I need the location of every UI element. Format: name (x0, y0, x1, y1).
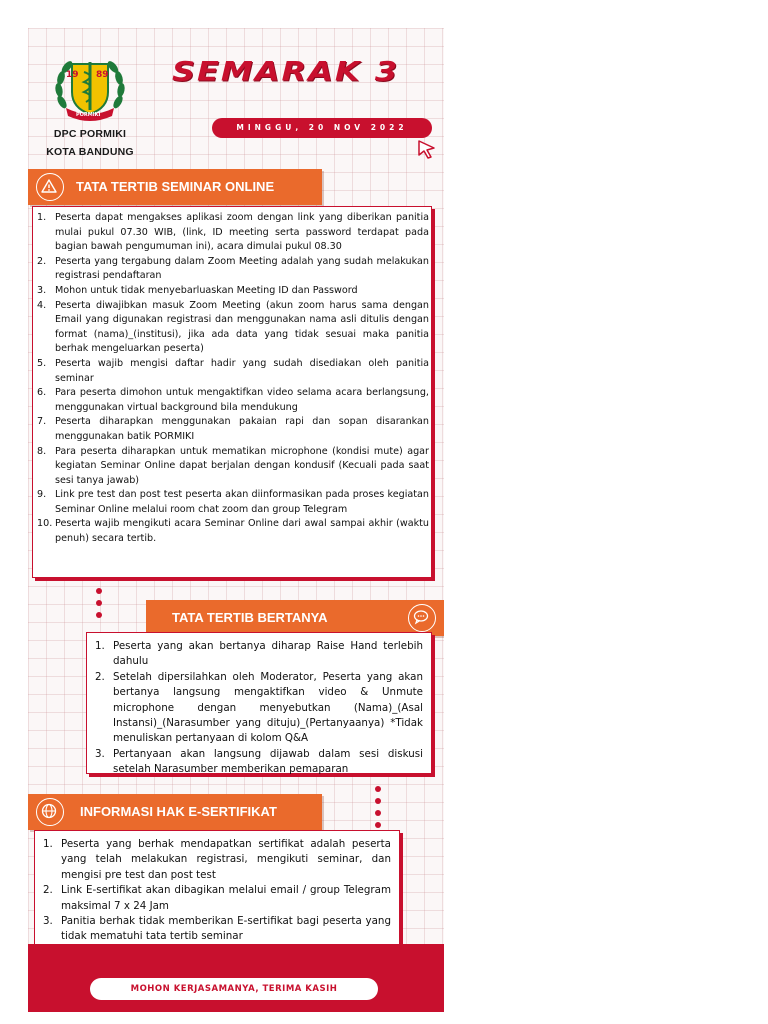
section-title: TATA TERTIB BERTANYA (172, 610, 328, 625)
decor-dot (96, 600, 102, 606)
section-box-certificate-info (34, 830, 400, 952)
warning-icon (36, 173, 64, 201)
list-item-number: 7. (37, 416, 47, 428)
list-item-number: 1. (95, 640, 105, 652)
list-item (95, 670, 423, 747)
footer-message: MOHON KERJASAMANYA, TERIMA KASIH (90, 978, 378, 1000)
section-header-informasi-sertifikat (28, 794, 322, 830)
decor-dot (375, 798, 381, 804)
list-item-number: 3. (37, 284, 47, 296)
list-item-number: 3. (95, 747, 105, 760)
list-item-number: 3. (43, 915, 53, 928)
list-item-text: Peserta dapat mengakses aplikasi zoom dengan link yang diberikan panitia mulai pukul 07.30 WIB, (link, ID meeting serta password terdapat pada bagian bawah pengumuman ini), acara dimulai pukul 08.30 (55, 212, 429, 253)
event-date: MINGGU, 20 NOV 2022 (212, 118, 432, 138)
logo-ribbon-text: PORMIKI (76, 112, 101, 118)
list-item-number: 9. (37, 489, 47, 501)
list-item-number: 4. (37, 299, 47, 311)
section-header-tata-tertib-bertanya (146, 600, 444, 636)
list-item-number: 10. (37, 518, 53, 530)
list-item-text: Peserta yang akan bertanya diharap Raise Hand terlebih dahulu (113, 640, 423, 668)
decor-dot (375, 810, 381, 816)
list-item (37, 517, 429, 546)
globe-icon (36, 798, 64, 826)
list-item-text: Panitia berhak tidak memberikan E-sertifikat bagi peserta yang tidak mematuhi tata tertib seminar (61, 915, 391, 943)
list-item-text: Setelah dipersilahkan oleh Moderator, Peserta yang akan bertanya langsung mengaktifkan video & Unmute microphone dengan menyebutkan (Nama)_(Asal Instansi)_(Narasumber yang dituju)_(Pertanyaanya) *Tidak menuliskan pertanyaan di kolom Q&A (113, 670, 423, 745)
list-item-text: Link E-sertifikat akan dibagikan melalui email / group Telegram maksimal 7 x 24 Jam (61, 884, 391, 912)
list-item-number: 2. (43, 884, 53, 897)
list-item (95, 747, 423, 778)
list-item (95, 639, 423, 670)
list-item (37, 488, 429, 517)
logo-year-left: 19 (66, 70, 79, 80)
list-item-text: Para peserta dimohon untuk mengaktifkan video selama acara berlangsung, menggunakan virtual background bila mendukung (55, 387, 429, 413)
list-item-number: 6. (37, 387, 47, 399)
list-item-text: Peserta yang berhak mendapatkan sertifikat adalah peserta yang telah melakukan registrasi, mengikuti seminar, dan mengisi pre test dan post test (61, 838, 391, 881)
list-item-number: 2. (95, 670, 105, 683)
list-item (37, 357, 429, 386)
list-item (37, 386, 429, 415)
list-item (43, 883, 391, 914)
list-item (37, 284, 429, 299)
poster (28, 28, 444, 1012)
list-item (37, 255, 429, 284)
list-item-text: Peserta wajib mengisi daftar hadir yang sudah disediakan oleh panitia seminar (55, 357, 429, 384)
list-item-number: 5. (37, 357, 47, 369)
section-box-seminar-rules (32, 206, 432, 578)
list-item-text: Mohon untuk tidak menyebarluaskan Meeting ID dan Password (55, 284, 358, 296)
certificate-info-list (43, 837, 391, 945)
list-item (43, 837, 391, 883)
list-item-number: 1. (37, 212, 47, 223)
list-item-number: 1. (43, 838, 53, 850)
rules-list (37, 211, 429, 547)
section-box-question-rules (86, 632, 432, 774)
list-item-number: 2. (37, 255, 47, 267)
list-item-text: Peserta diwajibkan masuk Zoom Meeting (akun zoom harus sama dengan Email yang digunakan registrasi dan menggunakan nama asli ditulis dengan format (nama)_(institusi), jika ada data yang tidak sesuai maka panitia berhak mengeluarkan peserta) (55, 299, 429, 355)
list-item-text: Peserta diharapkan menggunakan pakaian rapi dan sopan disarankan menggunakan batik PORMIKI (55, 416, 429, 442)
section-title: INFORMASI HAK E-SERTIFIKAT (80, 804, 277, 819)
decor-dot (375, 786, 381, 792)
question-rules-list (95, 639, 423, 778)
list-item (37, 415, 429, 444)
section-title: TATA TERTIB SEMINAR ONLINE (76, 179, 275, 194)
list-item-number: 8. (37, 445, 47, 457)
list-item-text: Link pre test dan post test peserta akan diinformasikan pada proses kegiatan Seminar Online melalui room chat zoom dan group Telegram (55, 489, 429, 515)
org-name: DPC PORMIKI (53, 128, 127, 140)
org-city: KOTA BANDUNG (46, 146, 134, 158)
chat-bubble-icon (408, 604, 436, 632)
section-header-tata-tertib-seminar (28, 169, 322, 205)
decor-dot (375, 822, 381, 828)
logo-year-right: 89 (96, 70, 109, 80)
list-item (37, 299, 429, 357)
cursor-icon (416, 138, 438, 160)
decor-dot (96, 588, 102, 594)
decor-dot (96, 612, 102, 618)
page-title: SEMARAK 3 (172, 56, 400, 88)
list-item-text: Peserta wajib mengikuti acara Seminar Online dari awal sampai akhir (waktu penuh) secara tertib. (55, 518, 429, 545)
list-item-text: Pertanyaan akan langsung dijawab dalam sesi diskusi setelah Narasumber memberikan pemaparan (113, 747, 423, 776)
list-item (37, 211, 429, 255)
list-item-text: Peserta yang tergabung dalam Zoom Meeting adalah yang sudah melakukan registrasi pendaftaran (55, 255, 429, 282)
list-item (43, 914, 391, 945)
list-item (37, 445, 429, 489)
list-item-text: Para peserta diharapkan untuk mematikan microphone (kondisi mute) agar kegiatan Seminar Online dapat berjalan dengan kondusif (Kecuali pada saat sesi tanya jawab) (55, 445, 429, 486)
